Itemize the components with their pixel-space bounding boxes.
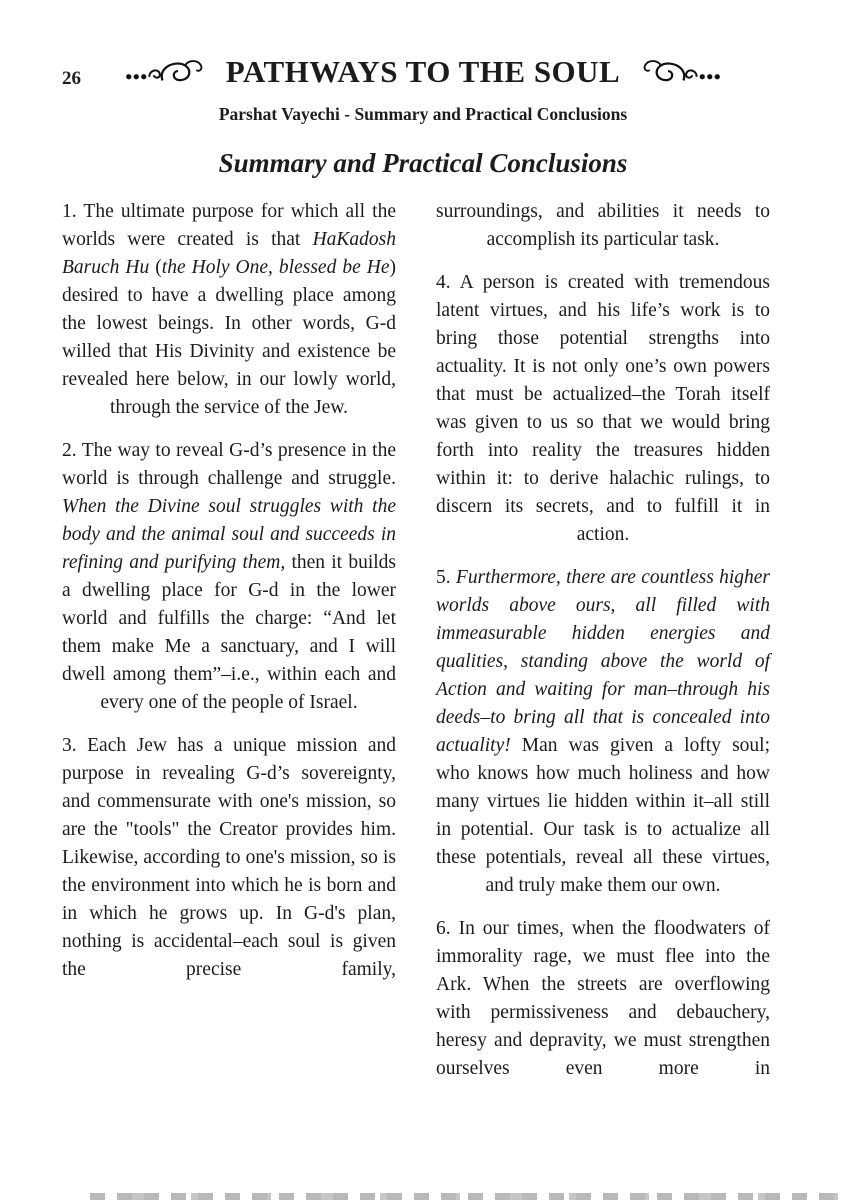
column-right bbox=[436, 198, 770, 1098]
text-segment: ) desired to have a dwelling place among the lowest beings. In other words, G-d willed that His Divinity and existence be revealed here below, in our lowly world, through the service of the Jew. bbox=[62, 257, 396, 418]
text-segment: surroundings, and abilities it needs to accomplish its particular task. bbox=[436, 201, 770, 250]
paragraph bbox=[62, 198, 396, 422]
flourish-right-icon bbox=[628, 57, 724, 87]
book-title: PATHWAYS TO THE SOUL bbox=[225, 54, 621, 89]
text-segment: 1. The ultimate purpose for which all the worlds were created is that bbox=[62, 201, 396, 250]
chapter-subtitle: Parshat Vayechi - Summary and Practical Conclusions bbox=[218, 104, 628, 124]
paragraph bbox=[436, 198, 770, 254]
text-segment: 5. bbox=[436, 567, 456, 588]
paragraph bbox=[436, 269, 770, 549]
flourish-left-icon bbox=[122, 57, 218, 87]
paragraph bbox=[436, 564, 770, 900]
italic-text-segment: the Holy One, blessed be He bbox=[161, 257, 390, 278]
page-number: 26 bbox=[62, 68, 81, 89]
text-columns bbox=[62, 198, 770, 1098]
paragraph bbox=[62, 732, 396, 984]
running-header bbox=[0, 54, 846, 90]
text-segment: ( bbox=[149, 257, 162, 278]
text-segment: 4. A person is created with tremendous latent virtues, and his life’s work is to bring those potential strengths into actuality. It is not only one’s own powers that must be actualized–the Torah itself was given to us so that we would bring forth into reality the treasures hidden within it: to derive halachic rulings, to discern its secrets, and to fulfill it in action. bbox=[436, 272, 770, 545]
column-left bbox=[62, 198, 396, 1098]
paragraph bbox=[62, 437, 396, 717]
paragraph bbox=[436, 915, 770, 1083]
text-segment: Man was given a lofty soul; who knows how much holiness and how many virtues lie hidden within it–all still in potential. Our task is to actualize all these potentials, reveal all these virtues, and truly make them our own. bbox=[436, 735, 770, 896]
section-heading: Summary and Practical Conclusions bbox=[218, 148, 628, 178]
clipped-next-line bbox=[90, 1193, 846, 1200]
italic-text-segment: Furthermore, there are countless higher worlds above ours, all filled with immeasurable hidden energies and qualities, standing above the world of Action and waiting for man–through his deeds–to bring all that is concealed into actuality! bbox=[436, 567, 770, 756]
text-segment: 3. Each Jew has a unique mission and purpose in revealing G-d’s sovereignty, and commensurate with one's mission, so are the "tools" the Creator provides him. Likewise, according to one's mission, so is the environment into which he is born and in which he grows up. In G-d's plan, nothing is accidental–each soul is given the precise family, bbox=[62, 735, 396, 980]
italic-text-segment: HaKadosh Baruch Hu bbox=[62, 229, 396, 278]
text-segment: 6. In our times, when the floodwaters of immorality rage, we must flee into the Ark. When the streets are overflowing with permissiveness and debauchery, heresy and depravity, we must strengthen ourselves even more in bbox=[436, 918, 770, 1079]
text-segment: 2. The way to reveal G-d’s presence in the world is through challenge and struggle. bbox=[62, 440, 396, 489]
italic-text-segment: When the Divine soul struggles with the body and the animal soul and succeeds in refining and purifying them, bbox=[62, 496, 396, 573]
text-segment: then it builds a dwelling place for G-d in the lower world and fulfills the charge: “And let them make Me a sanctuary, and I will dwell among them”–i.e., within each and every one of the people of Israel. bbox=[62, 552, 396, 713]
